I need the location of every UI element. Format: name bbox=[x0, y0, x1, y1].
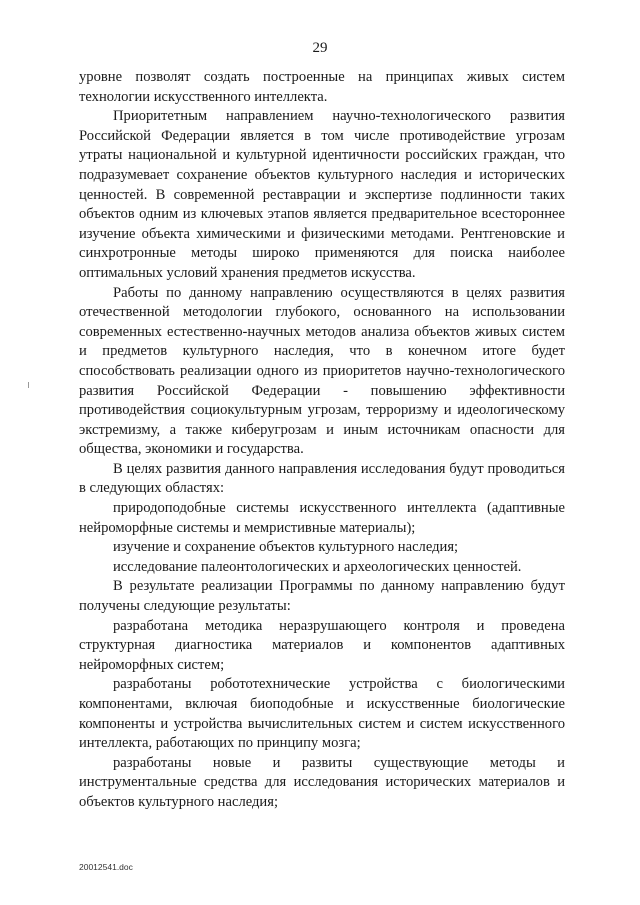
page-number: 29 bbox=[312, 40, 328, 56]
list-item-result: разработаны робототехнические устройства с биологическими компонентами, включая биоподобные и искусственные биологические компоненты и устройства вычислительных систем и систем искусственного интеллекта, работающих по принципу мозга; bbox=[79, 676, 565, 752]
list-item-research-area: исследование палеонтологических и археологических ценностей. bbox=[113, 558, 522, 575]
document-body bbox=[79, 68, 565, 813]
document-footer-filename: 20012541.doc bbox=[79, 862, 133, 872]
margin-mark bbox=[28, 382, 29, 388]
list-item-result: разработаны новые и развиты существующие методы и инструментальные средства для исследования исторических материалов и объектов культурного наследия; bbox=[79, 754, 565, 810]
paragraph-continuation: уровне позволят создать построенные на принципах живых систем технологии искусственного интеллекта. bbox=[79, 69, 565, 105]
list-item-result: разработана методика неразрушающего контроля и проведена структурная диагностика материалов и компонентов адаптивных нейроморфных систем; bbox=[79, 617, 565, 673]
list-item-research-area: природоподобные системы искусственного интеллекта (адаптивные нейроморфные системы и мемристивные материалы); bbox=[79, 500, 565, 536]
paragraph-research-areas-intro: В целях развития данного направления исследования будут проводиться в следующих областях: bbox=[79, 460, 565, 497]
paragraph-work-goals: Работы по данному направлению осуществляются в целях развития отечественной методологии глубокого, основанного на использовании современных естественно-научных методов анализа объектов живых систем и предметов культурного наследия, что в конечном итоге будет способствовать реализации одного из приоритетов научно-технологического развития Российской Федерации - повышению эффективности противодействия социокультурным угрозам, терроризму и идеологическому экстремизму, а также киберугрозам и иным источникам опасности для общества, экономики и государства. bbox=[79, 284, 565, 458]
paragraph-results-intro: В результате реализации Программы по данному направлению будут получены следующие результаты: bbox=[79, 578, 565, 615]
list-item-research-area: изучение и сохранение объектов культурного наследия; bbox=[113, 539, 459, 556]
paragraph-priority-direction: Приоритетным направлением научно-технологического развития Российской Федерации является в том числе противодействие угрозам утраты национальной и культурной идентичности российских граждан, что подразумевает сохранение объектов культурного наследия и исторических ценностей. В современной реставрации и экспертизе подлинности таких объектов одним из ключевых этапов является предварительное всестороннее изучение объекта химическими и физическими методами. Рентгеновские и синхротронные методы широко применяются для поиска наиболее оптимальных условий хранения предметов искусства. bbox=[79, 108, 565, 281]
